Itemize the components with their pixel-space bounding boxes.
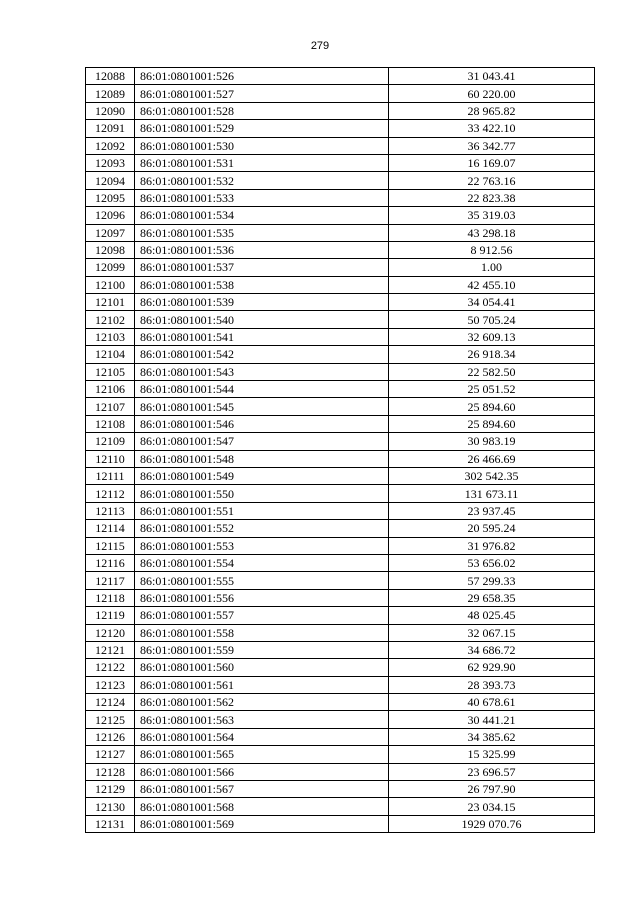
table-row (86, 537, 595, 554)
cadastral-number-cell: 86:01:0801001:560 (135, 659, 389, 676)
cadastral-number-cell: 86:01:0801001:556 (135, 589, 389, 606)
cadastral-value-cell: 23 034.15 (389, 798, 595, 815)
cadastral-value-cell: 48 025.45 (389, 607, 595, 624)
cadastral-number-cell: 86:01:0801001:550 (135, 485, 389, 502)
cadastral-value-cell: 31 043.41 (389, 68, 595, 85)
cadastral-number-cell: 86:01:0801001:536 (135, 241, 389, 258)
cadastral-number-cell: 86:01:0801001:546 (135, 415, 389, 432)
cadastral-number-cell: 86:01:0801001:558 (135, 624, 389, 641)
row-number-cell: 12103 (86, 328, 135, 345)
cadastral-value-cell: 57 299.33 (389, 572, 595, 589)
table-row (86, 241, 595, 258)
cadastral-value-table (85, 67, 595, 833)
cadastral-number-cell: 86:01:0801001:554 (135, 554, 389, 571)
table-row (86, 798, 595, 815)
cadastral-value-cell: 34 686.72 (389, 641, 595, 658)
cadastral-value-cell: 32 609.13 (389, 328, 595, 345)
row-number-cell: 12089 (86, 85, 135, 102)
cadastral-value-cell: 33 422.10 (389, 120, 595, 137)
table-row (86, 207, 595, 224)
cadastral-number-cell: 86:01:0801001:566 (135, 763, 389, 780)
cadastral-value-cell: 28 965.82 (389, 102, 595, 119)
row-number-cell: 12100 (86, 276, 135, 293)
row-number-cell: 12125 (86, 711, 135, 728)
cadastral-value-cell: 34 385.62 (389, 728, 595, 745)
table-row (86, 763, 595, 780)
cadastral-number-cell: 86:01:0801001:545 (135, 398, 389, 415)
table-row (86, 815, 595, 832)
table-row (86, 781, 595, 798)
cadastral-value-cell: 25 894.60 (389, 398, 595, 415)
table-row (86, 415, 595, 432)
table-row (86, 607, 595, 624)
cadastral-number-cell: 86:01:0801001:532 (135, 172, 389, 189)
cadastral-value-cell: 31 976.82 (389, 537, 595, 554)
cadastral-value-cell: 8 912.56 (389, 241, 595, 258)
cadastral-number-cell: 86:01:0801001:529 (135, 120, 389, 137)
table-row (86, 641, 595, 658)
row-number-cell: 12094 (86, 172, 135, 189)
cadastral-number-cell: 86:01:0801001:561 (135, 676, 389, 693)
cadastral-value-cell: 30 983.19 (389, 433, 595, 450)
cadastral-value-cell: 26 797.90 (389, 781, 595, 798)
cadastral-number-cell: 86:01:0801001:557 (135, 607, 389, 624)
cadastral-number-cell: 86:01:0801001:549 (135, 467, 389, 484)
row-number-cell: 12096 (86, 207, 135, 224)
table-row (86, 172, 595, 189)
table-row (86, 154, 595, 171)
cadastral-number-cell: 86:01:0801001:559 (135, 641, 389, 658)
table-row (86, 259, 595, 276)
table-row (86, 711, 595, 728)
cadastral-value-cell: 22 763.16 (389, 172, 595, 189)
cadastral-number-cell: 86:01:0801001:548 (135, 450, 389, 467)
row-number-cell: 12088 (86, 68, 135, 85)
cadastral-number-cell: 86:01:0801001:531 (135, 154, 389, 171)
row-number-cell: 12104 (86, 346, 135, 363)
cadastral-value-cell: 32 067.15 (389, 624, 595, 641)
cadastral-value-cell: 29 658.35 (389, 589, 595, 606)
row-number-cell: 12092 (86, 137, 135, 154)
table-row (86, 502, 595, 519)
cadastral-value-cell: 34 054.41 (389, 294, 595, 311)
row-number-cell: 12119 (86, 607, 135, 624)
cadastral-value-cell: 22 582.50 (389, 363, 595, 380)
table-row (86, 659, 595, 676)
table-row (86, 676, 595, 693)
cadastral-number-cell: 86:01:0801001:568 (135, 798, 389, 815)
table-row (86, 624, 595, 641)
row-number-cell: 12106 (86, 381, 135, 398)
cadastral-value-cell: 131 673.11 (389, 485, 595, 502)
cadastral-value-cell: 36 342.77 (389, 137, 595, 154)
cadastral-value-cell: 15 325.99 (389, 746, 595, 763)
cadastral-number-cell: 86:01:0801001:530 (135, 137, 389, 154)
table-row (86, 467, 595, 484)
cadastral-value-cell: 53 656.02 (389, 554, 595, 571)
table-row (86, 694, 595, 711)
row-number-cell: 12102 (86, 311, 135, 328)
cadastral-number-cell: 86:01:0801001:539 (135, 294, 389, 311)
table-body (86, 68, 595, 833)
row-number-cell: 12128 (86, 763, 135, 780)
row-number-cell: 12126 (86, 728, 135, 745)
table-row (86, 120, 595, 137)
row-number-cell: 12113 (86, 502, 135, 519)
table-row (86, 589, 595, 606)
cadastral-number-cell: 86:01:0801001:537 (135, 259, 389, 276)
row-number-cell: 12099 (86, 259, 135, 276)
cadastral-value-cell: 62 929.90 (389, 659, 595, 676)
cadastral-value-cell: 25 051.52 (389, 381, 595, 398)
table-row (86, 554, 595, 571)
row-number-cell: 12130 (86, 798, 135, 815)
table-row (86, 85, 595, 102)
row-number-cell: 12115 (86, 537, 135, 554)
cadastral-value-cell: 16 169.07 (389, 154, 595, 171)
cadastral-number-cell: 86:01:0801001:528 (135, 102, 389, 119)
table-row (86, 398, 595, 415)
row-number-cell: 12098 (86, 241, 135, 258)
cadastral-number-cell: 86:01:0801001:553 (135, 537, 389, 554)
cadastral-value-cell: 43 298.18 (389, 224, 595, 241)
table-row (86, 328, 595, 345)
cadastral-number-cell: 86:01:0801001:533 (135, 189, 389, 206)
table-row (86, 450, 595, 467)
table-row (86, 728, 595, 745)
row-number-cell: 12097 (86, 224, 135, 241)
row-number-cell: 12108 (86, 415, 135, 432)
cadastral-number-cell: 86:01:0801001:535 (135, 224, 389, 241)
row-number-cell: 12095 (86, 189, 135, 206)
row-number-cell: 12123 (86, 676, 135, 693)
row-number-cell: 12117 (86, 572, 135, 589)
cadastral-value-cell: 1.00 (389, 259, 595, 276)
table-row (86, 68, 595, 85)
row-number-cell: 12121 (86, 641, 135, 658)
cadastral-number-cell: 86:01:0801001:552 (135, 520, 389, 537)
table-row (86, 572, 595, 589)
row-number-cell: 12112 (86, 485, 135, 502)
table-row (86, 311, 595, 328)
cadastral-value-cell: 302 542.35 (389, 467, 595, 484)
cadastral-value-cell: 60 220.00 (389, 85, 595, 102)
row-number-cell: 12107 (86, 398, 135, 415)
table-row (86, 363, 595, 380)
row-number-cell: 12101 (86, 294, 135, 311)
cadastral-number-cell: 86:01:0801001:544 (135, 381, 389, 398)
cadastral-value-cell: 26 918.34 (389, 346, 595, 363)
table-row (86, 520, 595, 537)
cadastral-value-cell: 22 823.38 (389, 189, 595, 206)
table-row (86, 381, 595, 398)
cadastral-number-cell: 86:01:0801001:538 (135, 276, 389, 293)
cadastral-number-cell: 86:01:0801001:565 (135, 746, 389, 763)
cadastral-number-cell: 86:01:0801001:542 (135, 346, 389, 363)
cadastral-value-cell: 23 696.57 (389, 763, 595, 780)
cadastral-number-cell: 86:01:0801001:563 (135, 711, 389, 728)
cadastral-value-cell: 35 319.03 (389, 207, 595, 224)
cadastral-value-cell: 26 466.69 (389, 450, 595, 467)
cadastral-value-cell: 50 705.24 (389, 311, 595, 328)
table-row (86, 224, 595, 241)
page-number: 279 (310, 40, 330, 52)
cadastral-number-cell: 86:01:0801001:551 (135, 502, 389, 519)
row-number-cell: 12131 (86, 815, 135, 832)
table-row (86, 294, 595, 311)
cadastral-value-cell: 28 393.73 (389, 676, 595, 693)
row-number-cell: 12129 (86, 781, 135, 798)
table-row (86, 485, 595, 502)
cadastral-number-cell: 86:01:0801001:562 (135, 694, 389, 711)
cadastral-number-cell: 86:01:0801001:564 (135, 728, 389, 745)
row-number-cell: 12109 (86, 433, 135, 450)
row-number-cell: 12110 (86, 450, 135, 467)
row-number-cell: 12127 (86, 746, 135, 763)
cadastral-value-cell: 25 894.60 (389, 415, 595, 432)
row-number-cell: 12116 (86, 554, 135, 571)
row-number-cell: 12114 (86, 520, 135, 537)
cadastral-number-cell: 86:01:0801001:555 (135, 572, 389, 589)
row-number-cell: 12118 (86, 589, 135, 606)
row-number-cell: 12090 (86, 102, 135, 119)
cadastral-value-cell: 23 937.45 (389, 502, 595, 519)
cadastral-number-cell: 86:01:0801001:527 (135, 85, 389, 102)
cadastral-number-cell: 86:01:0801001:540 (135, 311, 389, 328)
cadastral-value-cell: 30 441.21 (389, 711, 595, 728)
cadastral-number-cell: 86:01:0801001:534 (135, 207, 389, 224)
cadastral-value-cell: 20 595.24 (389, 520, 595, 537)
cadastral-number-cell: 86:01:0801001:541 (135, 328, 389, 345)
row-number-cell: 12124 (86, 694, 135, 711)
row-number-cell: 12093 (86, 154, 135, 171)
table-row (86, 189, 595, 206)
cadastral-value-cell: 1929 070.76 (389, 815, 595, 832)
cadastral-number-cell: 86:01:0801001:569 (135, 815, 389, 832)
table-row (86, 137, 595, 154)
row-number-cell: 12091 (86, 120, 135, 137)
cadastral-number-cell: 86:01:0801001:547 (135, 433, 389, 450)
table-row (86, 102, 595, 119)
table-row (86, 746, 595, 763)
row-number-cell: 12105 (86, 363, 135, 380)
cadastral-number-cell: 86:01:0801001:526 (135, 68, 389, 85)
cadastral-value-cell: 42 455.10 (389, 276, 595, 293)
row-number-cell: 12122 (86, 659, 135, 676)
cadastral-value-cell: 40 678.61 (389, 694, 595, 711)
cadastral-number-cell: 86:01:0801001:567 (135, 781, 389, 798)
table-row (86, 346, 595, 363)
row-number-cell: 12111 (86, 467, 135, 484)
table-row (86, 276, 595, 293)
row-number-cell: 12120 (86, 624, 135, 641)
cadastral-number-cell: 86:01:0801001:543 (135, 363, 389, 380)
table-row (86, 433, 595, 450)
